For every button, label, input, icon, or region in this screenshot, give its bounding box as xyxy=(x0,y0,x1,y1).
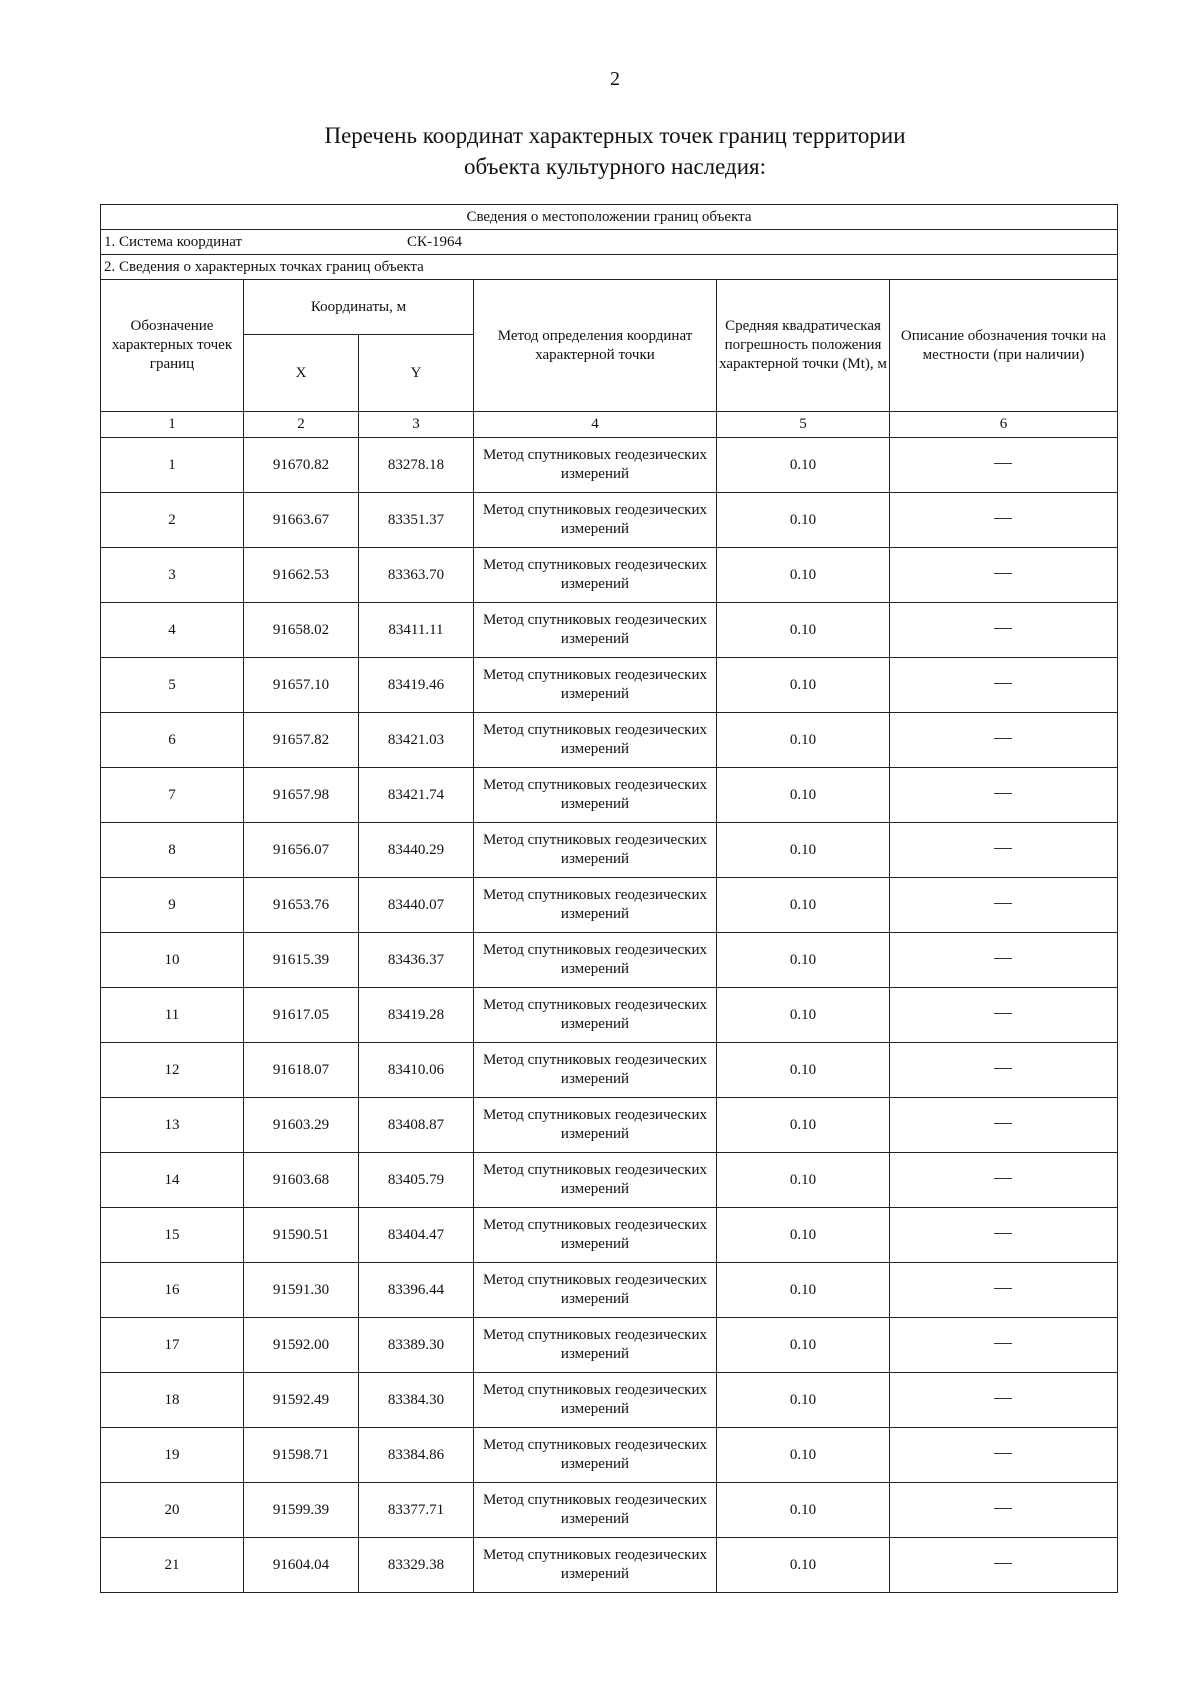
header-description: Описание обозначения точки на местности (при наличии) xyxy=(890,280,1118,412)
y-coordinate-cell: 83377.71 xyxy=(359,1483,474,1538)
error-cell: 0.10 xyxy=(717,1428,890,1483)
point-number-cell: 11 xyxy=(101,988,244,1043)
error-cell: 0.10 xyxy=(717,1318,890,1373)
points-section-label: 2. Сведения о характерных точках границ объекта xyxy=(101,255,1118,280)
coordinate-system-value: СК-1964 xyxy=(407,233,463,250)
method-cell: Метод спутниковых геодезических измерений xyxy=(474,878,717,933)
description-cell xyxy=(890,1263,1118,1318)
method-cell: Метод спутниковых геодезических измерений xyxy=(474,1483,717,1538)
x-coordinate-cell: 91657.98 xyxy=(244,768,359,823)
point-number-cell: 17 xyxy=(101,1318,244,1373)
header-y: Y xyxy=(359,335,474,412)
point-number-cell: 20 xyxy=(101,1483,244,1538)
y-coordinate-cell: 83363.70 xyxy=(359,548,474,603)
description-cell xyxy=(890,988,1118,1043)
table-row xyxy=(101,603,1118,658)
dash-line xyxy=(994,738,1012,739)
method-cell: Метод спутниковых геодезических измерений xyxy=(474,1043,717,1098)
dash-mark xyxy=(1012,1017,1013,1018)
dash-line xyxy=(994,1453,1012,1454)
y-coordinate-cell: 83436.37 xyxy=(359,933,474,988)
description-cell xyxy=(890,493,1118,548)
dash-mark xyxy=(1012,467,1013,468)
point-number-cell: 6 xyxy=(101,713,244,768)
dash-mark xyxy=(1012,1457,1013,1458)
dash-line xyxy=(994,1288,1012,1289)
dash-mark xyxy=(1012,1072,1013,1073)
description-cell xyxy=(890,1208,1118,1263)
section-title: Сведения о местоположении границ объекта xyxy=(101,205,1118,230)
title-line-1: Перечень координат характерных точек границ территории xyxy=(324,123,906,148)
dash-line xyxy=(994,1398,1012,1399)
description-cell xyxy=(890,438,1118,493)
column-number: 6 xyxy=(890,412,1118,438)
x-coordinate-cell: 91603.29 xyxy=(244,1098,359,1153)
method-cell: Метод спутниковых геодезических измерений xyxy=(474,603,717,658)
description-cell xyxy=(890,1428,1118,1483)
dash-mark xyxy=(1012,1182,1013,1183)
point-number-cell: 13 xyxy=(101,1098,244,1153)
dash-line xyxy=(994,463,1012,464)
point-number-cell: 21 xyxy=(101,1538,244,1593)
x-coordinate-cell: 91618.07 xyxy=(244,1043,359,1098)
y-coordinate-cell: 83411.11 xyxy=(359,603,474,658)
x-coordinate-cell: 91604.04 xyxy=(244,1538,359,1593)
x-coordinate-cell: 91653.76 xyxy=(244,878,359,933)
y-coordinate-cell: 83351.37 xyxy=(359,493,474,548)
dash-line xyxy=(994,1508,1012,1509)
description-cell xyxy=(890,1483,1118,1538)
error-cell: 0.10 xyxy=(717,933,890,988)
column-number: 4 xyxy=(474,412,717,438)
table-row xyxy=(101,1153,1118,1208)
dash-line xyxy=(994,683,1012,684)
point-number-cell: 4 xyxy=(101,603,244,658)
error-cell: 0.10 xyxy=(717,1043,890,1098)
error-cell: 0.10 xyxy=(717,548,890,603)
x-coordinate-cell: 91617.05 xyxy=(244,988,359,1043)
table-row xyxy=(101,1538,1118,1593)
header-designation: Обозначение характерных точек границ xyxy=(101,280,244,412)
dash-line xyxy=(994,793,1012,794)
description-cell xyxy=(890,1318,1118,1373)
dash-mark xyxy=(1012,1402,1013,1403)
error-cell: 0.10 xyxy=(717,1538,890,1593)
method-cell: Метод спутниковых геодезических измерений xyxy=(474,1318,717,1373)
error-cell: 0.10 xyxy=(717,1373,890,1428)
dash-line xyxy=(994,1233,1012,1234)
dash-line xyxy=(994,1068,1012,1069)
dash-line xyxy=(994,1563,1012,1564)
header-error: Средняя квадратическая погрешность положения характерной точки (Mt), м xyxy=(717,280,890,412)
coordinate-system-label: 1. Система координат xyxy=(104,233,243,250)
dash-mark xyxy=(1012,1347,1013,1348)
x-coordinate-cell: 91663.67 xyxy=(244,493,359,548)
error-cell: 0.10 xyxy=(717,1208,890,1263)
table-row xyxy=(101,768,1118,823)
x-coordinate-cell: 91657.10 xyxy=(244,658,359,713)
dash-line xyxy=(994,1343,1012,1344)
dash-mark xyxy=(1012,907,1013,908)
description-cell xyxy=(890,1373,1118,1428)
header-method: Метод определения координат характерной точки xyxy=(474,280,717,412)
column-number: 3 xyxy=(359,412,474,438)
y-coordinate-cell: 83419.28 xyxy=(359,988,474,1043)
dash-mark xyxy=(1012,797,1013,798)
error-cell: 0.10 xyxy=(717,713,890,768)
table-row xyxy=(101,1428,1118,1483)
error-cell: 0.10 xyxy=(717,493,890,548)
point-number-cell: 2 xyxy=(101,493,244,548)
dash-line xyxy=(994,958,1012,959)
description-cell xyxy=(890,933,1118,988)
y-coordinate-cell: 83421.03 xyxy=(359,713,474,768)
dash-line xyxy=(994,903,1012,904)
point-number-cell: 10 xyxy=(101,933,244,988)
dash-line xyxy=(994,1013,1012,1014)
x-coordinate-cell: 91590.51 xyxy=(244,1208,359,1263)
description-cell xyxy=(890,1538,1118,1593)
error-cell: 0.10 xyxy=(717,438,890,493)
table-row xyxy=(101,438,1118,493)
point-number-cell: 14 xyxy=(101,1153,244,1208)
dash-mark xyxy=(1012,962,1013,963)
description-cell xyxy=(890,1098,1118,1153)
dash-mark xyxy=(1012,742,1013,743)
table-row xyxy=(101,933,1118,988)
y-coordinate-cell: 83404.47 xyxy=(359,1208,474,1263)
error-cell: 0.10 xyxy=(717,1098,890,1153)
x-coordinate-cell: 91670.82 xyxy=(244,438,359,493)
description-cell xyxy=(890,548,1118,603)
coordinates-table xyxy=(100,204,1118,1593)
dash-mark xyxy=(1012,577,1013,578)
method-cell: Метод спутниковых геодезических измерений xyxy=(474,823,717,878)
x-coordinate-cell: 91656.07 xyxy=(244,823,359,878)
description-cell xyxy=(890,603,1118,658)
point-number-cell: 9 xyxy=(101,878,244,933)
description-cell xyxy=(890,658,1118,713)
error-cell: 0.10 xyxy=(717,823,890,878)
x-coordinate-cell: 91658.02 xyxy=(244,603,359,658)
dash-mark xyxy=(1012,1237,1013,1238)
dash-mark xyxy=(1012,687,1013,688)
method-cell: Метод спутниковых геодезических измерений xyxy=(474,713,717,768)
table-row xyxy=(101,548,1118,603)
y-coordinate-cell: 83410.06 xyxy=(359,1043,474,1098)
column-number: 5 xyxy=(717,412,890,438)
description-cell xyxy=(890,1153,1118,1208)
table-row xyxy=(101,493,1118,548)
point-number-cell: 7 xyxy=(101,768,244,823)
y-coordinate-cell: 83384.86 xyxy=(359,1428,474,1483)
error-cell: 0.10 xyxy=(717,988,890,1043)
method-cell: Метод спутниковых геодезических измерений xyxy=(474,988,717,1043)
method-cell: Метод спутниковых геодезических измерений xyxy=(474,1098,717,1153)
x-coordinate-cell: 91591.30 xyxy=(244,1263,359,1318)
coordinate-system-row xyxy=(101,230,1118,255)
table-row xyxy=(101,1098,1118,1153)
title-line-2: объекта культурного наследия: xyxy=(463,154,767,179)
dash-mark xyxy=(1012,852,1013,853)
x-coordinate-cell: 91657.82 xyxy=(244,713,359,768)
point-number-cell: 19 xyxy=(101,1428,244,1483)
dash-line xyxy=(994,848,1012,849)
method-cell: Метод спутниковых геодезических измерений xyxy=(474,1538,717,1593)
dash-mark xyxy=(1012,1512,1013,1513)
method-cell: Метод спутниковых геодезических измерений xyxy=(474,1428,717,1483)
method-cell: Метод спутниковых геодезических измерений xyxy=(474,658,717,713)
table-row xyxy=(101,988,1118,1043)
header-x: X xyxy=(244,335,359,412)
method-cell: Метод спутниковых геодезических измерений xyxy=(474,768,717,823)
error-cell: 0.10 xyxy=(717,1153,890,1208)
table-row xyxy=(101,1208,1118,1263)
table-row xyxy=(101,658,1118,713)
method-cell: Метод спутниковых геодезических измерений xyxy=(474,1263,717,1318)
table-row xyxy=(101,823,1118,878)
description-cell xyxy=(890,878,1118,933)
dash-mark xyxy=(1012,1292,1013,1293)
dash-line xyxy=(994,1178,1012,1179)
point-number-cell: 16 xyxy=(101,1263,244,1318)
y-coordinate-cell: 83329.38 xyxy=(359,1538,474,1593)
point-number-cell: 15 xyxy=(101,1208,244,1263)
point-number-cell: 12 xyxy=(101,1043,244,1098)
table-row xyxy=(101,878,1118,933)
y-coordinate-cell: 83408.87 xyxy=(359,1098,474,1153)
point-number-cell: 8 xyxy=(101,823,244,878)
y-coordinate-cell: 83278.18 xyxy=(359,438,474,493)
method-cell: Метод спутниковых геодезических измерений xyxy=(474,438,717,493)
document-title xyxy=(0,120,1200,182)
error-cell: 0.10 xyxy=(717,1263,890,1318)
error-cell: 0.10 xyxy=(717,878,890,933)
y-coordinate-cell: 83419.46 xyxy=(359,658,474,713)
x-coordinate-cell: 91599.39 xyxy=(244,1483,359,1538)
method-cell: Метод спутниковых геодезических измерений xyxy=(474,548,717,603)
y-coordinate-cell: 83405.79 xyxy=(359,1153,474,1208)
y-coordinate-cell: 83440.07 xyxy=(359,878,474,933)
table-row xyxy=(101,1043,1118,1098)
error-cell: 0.10 xyxy=(717,658,890,713)
dash-mark xyxy=(1012,1127,1013,1128)
method-cell: Метод спутниковых геодезических измерений xyxy=(474,933,717,988)
method-cell: Метод спутниковых геодезических измерений xyxy=(474,1373,717,1428)
error-cell: 0.10 xyxy=(717,1483,890,1538)
method-cell: Метод спутниковых геодезических измерений xyxy=(474,1208,717,1263)
x-coordinate-cell: 91592.49 xyxy=(244,1373,359,1428)
x-coordinate-cell: 91615.39 xyxy=(244,933,359,988)
description-cell xyxy=(890,1043,1118,1098)
method-cell: Метод спутниковых геодезических измерений xyxy=(474,1153,717,1208)
dash-line xyxy=(994,1123,1012,1124)
x-coordinate-cell: 91662.53 xyxy=(244,548,359,603)
dash-line xyxy=(994,573,1012,574)
dash-mark xyxy=(1012,522,1013,523)
dash-line xyxy=(994,628,1012,629)
table-row xyxy=(101,713,1118,768)
method-cell: Метод спутниковых геодезических измерений xyxy=(474,493,717,548)
table-row xyxy=(101,1373,1118,1428)
x-coordinate-cell: 91592.00 xyxy=(244,1318,359,1373)
x-coordinate-cell: 91603.68 xyxy=(244,1153,359,1208)
point-number-cell: 18 xyxy=(101,1373,244,1428)
column-number: 2 xyxy=(244,412,359,438)
table-row xyxy=(101,1318,1118,1373)
error-cell: 0.10 xyxy=(717,768,890,823)
dash-line xyxy=(994,518,1012,519)
error-cell: 0.10 xyxy=(717,603,890,658)
description-cell xyxy=(890,768,1118,823)
y-coordinate-cell: 83389.30 xyxy=(359,1318,474,1373)
header-coordinates: Координаты, м xyxy=(244,280,474,335)
y-coordinate-cell: 83421.74 xyxy=(359,768,474,823)
y-coordinate-cell: 83396.44 xyxy=(359,1263,474,1318)
point-number-cell: 1 xyxy=(101,438,244,493)
table-row xyxy=(101,1263,1118,1318)
column-number: 1 xyxy=(101,412,244,438)
point-number-cell: 5 xyxy=(101,658,244,713)
description-cell xyxy=(890,823,1118,878)
description-cell xyxy=(890,713,1118,768)
point-number-cell: 3 xyxy=(101,548,244,603)
page-number: 2 xyxy=(610,68,620,90)
dash-mark xyxy=(1012,1567,1013,1568)
y-coordinate-cell: 83384.30 xyxy=(359,1373,474,1428)
table-row xyxy=(101,1483,1118,1538)
y-coordinate-cell: 83440.29 xyxy=(359,823,474,878)
dash-mark xyxy=(1012,632,1013,633)
x-coordinate-cell: 91598.71 xyxy=(244,1428,359,1483)
